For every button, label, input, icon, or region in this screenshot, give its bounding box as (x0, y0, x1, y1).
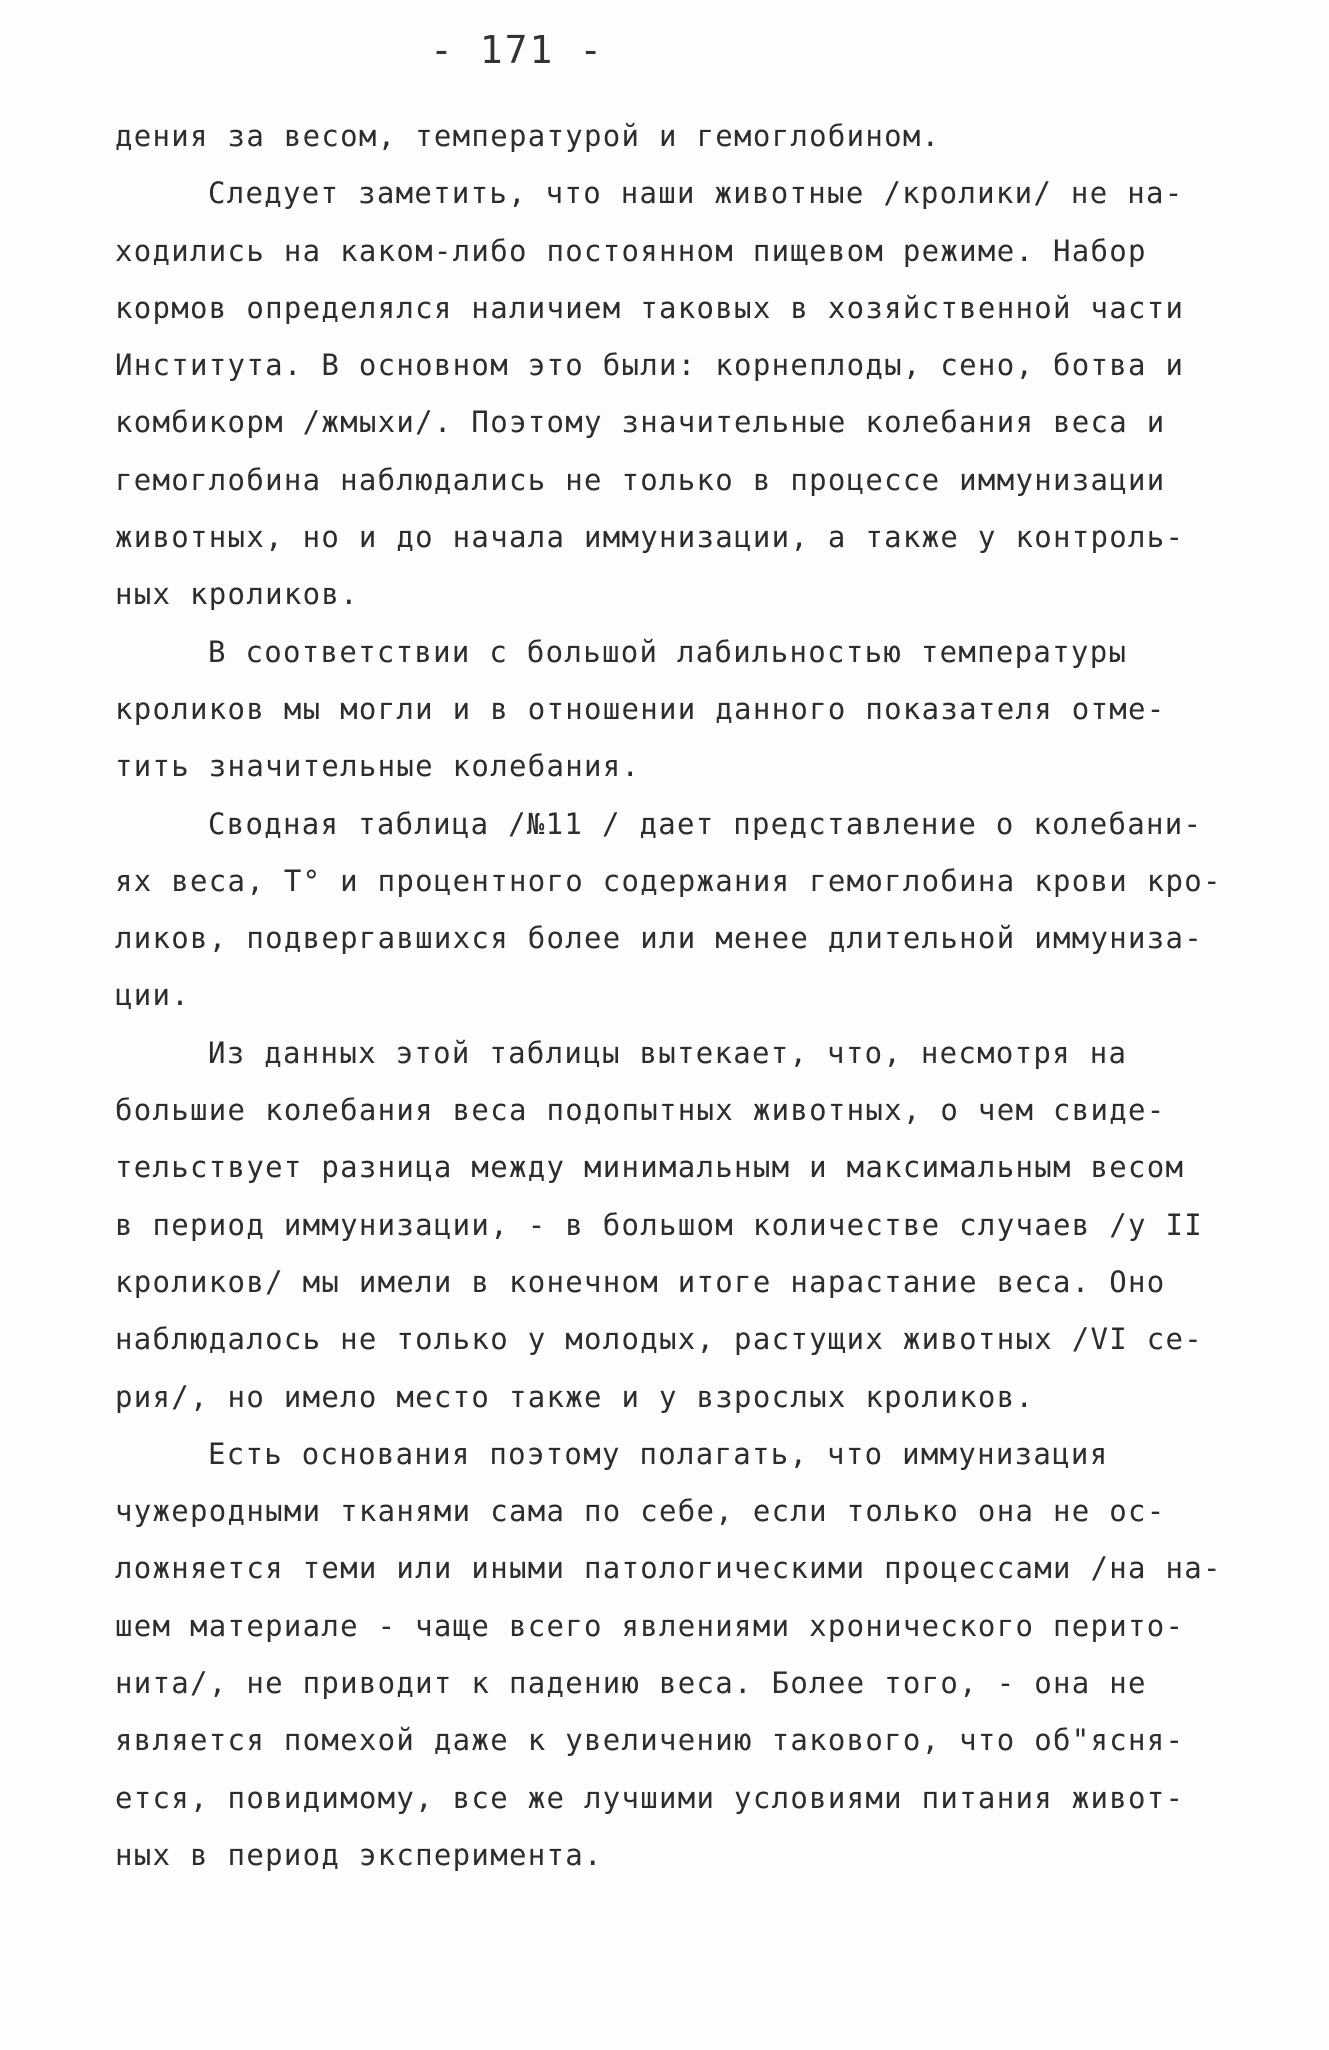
text-line: кроликов мы могли и в отношении данного показателя отме- (115, 691, 1166, 726)
text-line: нита/, не приводит к падению веса. Более того, - она не (115, 1666, 1147, 1701)
text-line: ных в период эксперимента. (115, 1837, 603, 1872)
text-line: кроликов/ мы имели в конечном итоге нарастание веса. Оно (115, 1264, 1166, 1299)
text-line: тельствует разница между минимальным и максимальным весом (115, 1150, 1185, 1185)
body-text (115, 108, 1222, 1884)
text-line: Института. В основном это были: корнеплоды, сено, ботва и (115, 348, 1185, 383)
text-line: комбикорм /жмыхи/. Поэтому значительные колебания веса и (115, 405, 1166, 440)
text-line: ции. (115, 978, 191, 1013)
text-line: В соответствии с большой лабильностью температуры (208, 634, 1128, 669)
text-line: наблюдалось не только у молодых, растущих животных /VI се- (115, 1322, 1204, 1357)
text-line: чужеродными тканями сама по себе, если только она не ос- (115, 1494, 1166, 1529)
text-line: ных кроликов. (115, 577, 359, 612)
text-line: ходились на каком-либо постоянном пищевом режиме. Набор (115, 233, 1147, 268)
text-line: ях веса, Т° и процентного содержания гемоглобина крови кро- (115, 863, 1222, 898)
text-line: Из данных этой таблицы вытекает, что, несмотря на (208, 1035, 1128, 1070)
text-line: кормов определялся наличием таковых в хозяйственной части (115, 290, 1185, 325)
text-line: рия/, но имело место также и у взрослых кроликов. (115, 1379, 1035, 1414)
text-line: Следует заметить, что наши животные /кролики/ не на- (208, 176, 1184, 211)
text-line: является помехой даже к увеличению такового, что об"ясня- (115, 1723, 1185, 1758)
page-number: - 171 - (430, 28, 605, 72)
text-line: ликов, подвергавшихся более или менее длительной иммуниза- (115, 921, 1204, 956)
text-line: животных, но и до начала иммунизации, а также у контроль- (115, 520, 1185, 555)
text-line: большие колебания веса подопытных животных, о чем свиде- (115, 1093, 1166, 1128)
text-line: дения за весом, температурой и гемоглобином. (115, 119, 941, 153)
text-line: шем материале - чаще всего явлениями хронического перито- (115, 1608, 1185, 1643)
text-line: ложняется теми или иными патологическими процессами /на на- (115, 1551, 1222, 1586)
text-line: Сводная таблица /№11 / дает представление о колебани- (208, 806, 1203, 841)
text-line: Есть основания поэтому полагать, что иммунизация (208, 1436, 1109, 1471)
text-line: тить значительные колебания. (115, 749, 641, 784)
text-line: гемоглобина наблюдались не только в процессе иммунизации (115, 462, 1166, 497)
text-line: в период иммунизации, - в большом количестве случаев /у II (115, 1207, 1204, 1242)
text-line: ется, повидимому, все же лучшими условиями питания живот- (115, 1780, 1185, 1815)
